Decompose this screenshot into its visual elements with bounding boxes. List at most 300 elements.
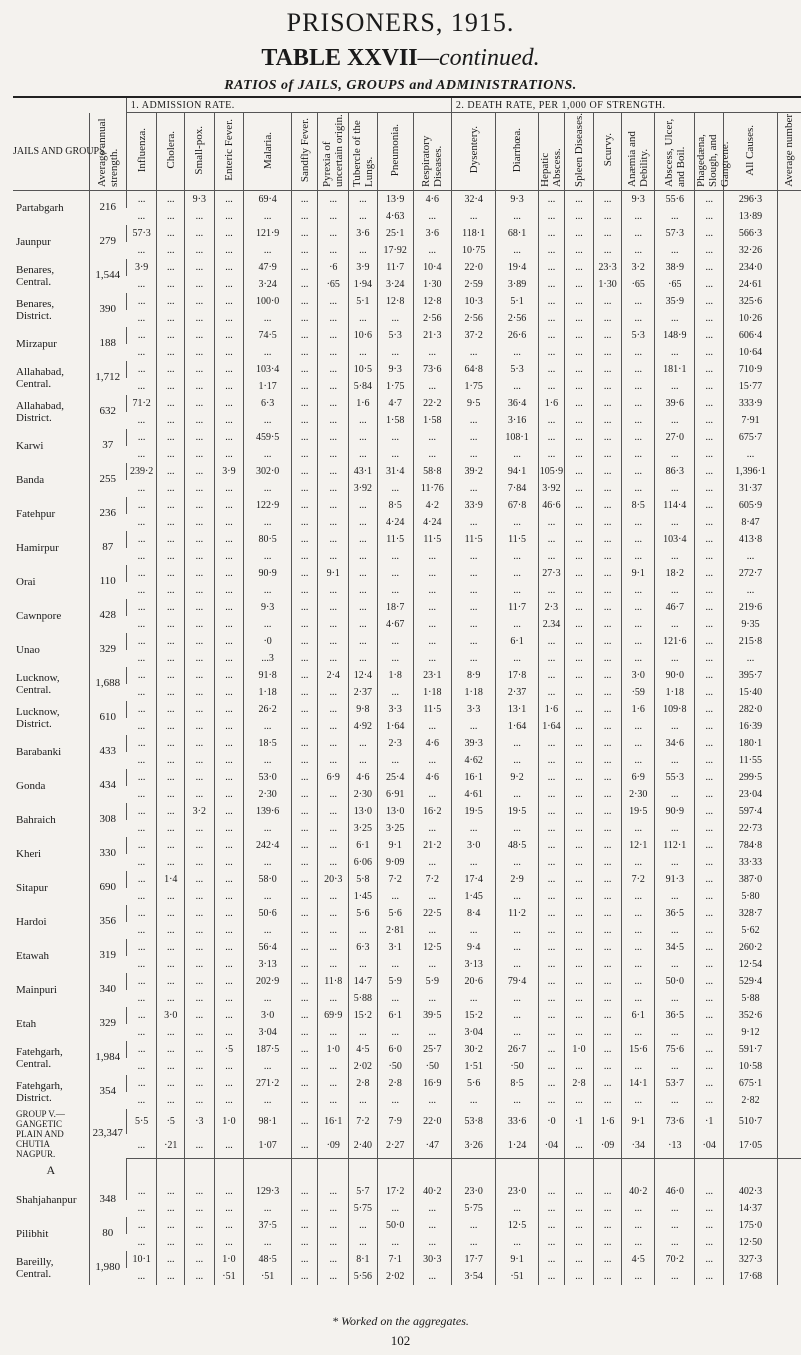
rate-cell: 22·0: [413, 1109, 451, 1134]
rate-cell: 9·3: [377, 361, 413, 378]
rate-cell: 48·5: [244, 1251, 292, 1268]
death-rate-cell: ...: [538, 684, 564, 701]
death-rate-cell: ...: [137, 1270, 146, 1282]
rate-cell: ·5: [214, 1041, 244, 1058]
rate-cell: ...: [318, 361, 349, 378]
rate-cell: ...: [318, 395, 349, 412]
rate-cell: ...: [538, 1075, 564, 1092]
empty-cell: [126, 1159, 157, 1183]
column-header-label: Tubercle of the Lungs.: [350, 120, 375, 187]
rate-cell: ...: [185, 429, 215, 446]
rate-cell: 13·9: [377, 191, 413, 208]
rate-cell: ...: [413, 633, 451, 650]
death-rate-cell: ...: [695, 310, 724, 327]
death-rate-cell: ...: [695, 990, 724, 1007]
death-rate-cell: ...: [655, 820, 695, 837]
rate-cell: ...: [157, 633, 185, 650]
rate-cell: ...: [496, 735, 538, 752]
death-rate-cell: 1·24: [496, 1134, 538, 1159]
rate-cell: 9·1: [496, 1251, 538, 1268]
rate-cell: 675·7: [723, 429, 777, 446]
death-rate-cell: 5·80: [723, 888, 777, 905]
death-rate-cell: ...: [413, 582, 451, 599]
death-rate-cell: ...: [622, 548, 655, 565]
empty-cell: [777, 208, 801, 225]
rate-cell: ...: [622, 293, 655, 310]
empty-cell: [777, 667, 801, 684]
jail-name: Karwi: [16, 439, 44, 452]
death-rate-cell: ...: [349, 1024, 378, 1041]
rate-cell: 181·1: [655, 361, 695, 378]
column-header-label: Abscess, Ulcer, and Boil.: [662, 118, 687, 187]
rate-cell: ...: [593, 837, 622, 854]
rate-cell: ...: [185, 1251, 215, 1268]
jail-name: Bareilly, Central.: [16, 1255, 54, 1280]
rate-cell: ...: [318, 531, 349, 548]
death-rate-cell: ...: [185, 922, 215, 939]
death-rate-cell: ...: [349, 956, 378, 973]
death-rate-cell: ...: [496, 990, 538, 1007]
rate-cell: ...: [157, 1075, 185, 1092]
rate-cell: ...: [318, 191, 349, 208]
empty-cell: [695, 1159, 724, 1183]
rate-cell: 9·3: [622, 191, 655, 208]
rate-cell: 3·3: [451, 701, 495, 718]
rate-cell: ...: [185, 599, 215, 616]
death-rate-cell: ...: [496, 752, 538, 769]
rate-cell: ...: [126, 735, 157, 752]
rate-cell: ...: [185, 973, 215, 990]
death-rate-cell: ...: [377, 344, 413, 361]
rate-cell: ·0: [538, 1109, 564, 1134]
death-rate-cell: ...: [655, 616, 695, 633]
rate-cell: 5·5: [126, 1109, 157, 1134]
empty-cell: [777, 565, 801, 582]
death-rate-cell: ...: [137, 516, 146, 528]
death-rate-cell: ...: [593, 1092, 622, 1109]
rate-cell: ...: [126, 769, 157, 786]
death-rate-cell: 4·24: [413, 514, 451, 531]
death-rate-cell: 4·61: [451, 786, 495, 803]
rate-cell: 605·9: [723, 497, 777, 514]
empty-cell: [777, 633, 801, 650]
death-rate-cell: ...: [413, 208, 451, 225]
death-rate-cell: 5·56: [349, 1268, 378, 1285]
rate-cell: ...: [695, 701, 724, 718]
rate-cell: 1·6: [349, 395, 378, 412]
empty-cell: [451, 1159, 495, 1183]
rate-cell: ...: [622, 463, 655, 480]
death-rate-cell: ...: [496, 854, 538, 871]
death-rate-cell: ...: [318, 446, 349, 463]
rate-cell: 19·5: [496, 803, 538, 820]
rate-cell: 325·6: [723, 293, 777, 310]
rate-cell: 98·1: [244, 1109, 292, 1134]
rate-cell: ...: [318, 429, 349, 446]
rate-cell: ...: [565, 803, 594, 820]
death-rate-cell: ...: [413, 718, 451, 735]
rate-cell: ...: [291, 293, 317, 310]
rate-cell: 242·4: [244, 837, 292, 854]
column-header: [413, 113, 451, 191]
death-rate-cell: 3·24: [244, 276, 292, 293]
death-rate-cell: ...: [695, 616, 724, 633]
death-rate-cell: ...: [593, 310, 622, 327]
death-rate-cell: ...: [695, 684, 724, 701]
death-rate-cell: ·50: [413, 1058, 451, 1075]
death-rate-cell: ...: [413, 344, 451, 361]
jail-name: Banda: [16, 473, 45, 486]
rate-cell: ...: [565, 633, 594, 650]
rate-cell: 11·2: [496, 905, 538, 922]
rate-cell: 10·5: [349, 361, 378, 378]
average-strength: 433: [89, 735, 126, 769]
rate-cell: ...: [157, 1041, 185, 1058]
rate-cell: ...: [126, 1075, 157, 1092]
death-rate-cell: 4·63: [377, 208, 413, 225]
rate-cell: ...: [214, 225, 244, 242]
death-rate-cell: ...: [318, 1200, 349, 1217]
rate-cell: 64·8: [451, 361, 495, 378]
average-strength: 87: [89, 531, 126, 565]
rate-cell: ...: [496, 565, 538, 582]
rate-cell: ...: [565, 1183, 594, 1200]
jail-name: Sitapur: [16, 881, 48, 894]
rate-cell: 11·5: [413, 701, 451, 718]
death-rate-cell: ...: [349, 548, 378, 565]
rate-cell: 34·6: [655, 735, 695, 752]
death-rate-cell: ...: [413, 922, 451, 939]
death-rate-cell: ...: [496, 446, 538, 463]
death-rate-cell: ...: [655, 378, 695, 395]
rate-cell: 459·5: [244, 429, 292, 446]
death-rate-cell: 3·13: [451, 956, 495, 973]
death-rate-cell: ...: [593, 412, 622, 429]
death-rate-cell: ...: [413, 548, 451, 565]
rate-cell: ...: [214, 191, 244, 208]
death-rate-cell: ...: [565, 344, 594, 361]
death-rate-cell: ...: [593, 684, 622, 701]
death-rate-cell: 3·04: [451, 1024, 495, 1041]
rate-cell: ...: [593, 1217, 622, 1234]
rate-cell: 9·3: [185, 191, 215, 208]
footnote: * Worked on the aggregates.: [332, 1314, 469, 1328]
rate-cell: ...: [593, 293, 622, 310]
death-rate-cell: 13·89: [723, 208, 777, 225]
rate-cell: 67·8: [496, 497, 538, 514]
death-rate-cell: ...: [157, 446, 185, 463]
death-rate-cell: ...: [695, 854, 724, 871]
rate-cell: ...: [126, 565, 157, 582]
death-rate-cell: ...: [451, 1234, 495, 1251]
jail-name: Shahjahanpur: [16, 1193, 77, 1206]
death-rate-cell: ...: [496, 582, 538, 599]
death-rate-cell: ...: [593, 616, 622, 633]
rate-cell: ...: [126, 633, 157, 650]
rate-cell: 19·5: [622, 803, 655, 820]
death-rate-cell: ...: [565, 616, 594, 633]
ratios-table: [13, 96, 801, 1285]
death-rate-cell: ...: [695, 650, 724, 667]
death-rate-cell: 2.34: [538, 616, 564, 633]
death-rate-cell: ...: [538, 582, 564, 599]
rate-cell: ...: [214, 1217, 244, 1234]
empty-cell: [777, 1217, 801, 1234]
rate-cell: ...: [695, 361, 724, 378]
death-rate-cell: ...: [244, 1234, 292, 1251]
death-rate-cell: ...: [451, 854, 495, 871]
death-rate-cell: ...: [565, 888, 594, 905]
rate-cell: ...: [126, 1007, 157, 1024]
rate-cell: ...: [157, 361, 185, 378]
death-rate-cell: ...: [157, 1092, 185, 1109]
rate-cell: 387·0: [723, 871, 777, 888]
rate-cell: ...: [622, 633, 655, 650]
death-rate-cell: ...: [291, 1058, 317, 1075]
death-rate-cell: 9·35: [723, 616, 777, 633]
death-rate-cell: 1·94: [349, 276, 378, 293]
column-header: [157, 113, 185, 191]
empty-cell: [349, 1159, 378, 1183]
rate-cell: ...: [157, 769, 185, 786]
rate-cell: 3·3: [377, 701, 413, 718]
death-rate-cell: ...: [244, 1058, 292, 1075]
empty-cell: [777, 1200, 801, 1217]
death-rate-cell: ...: [538, 344, 564, 361]
rate-cell: ...: [695, 497, 724, 514]
death-rate-cell: ...: [137, 890, 146, 902]
death-rate-cell: ...: [377, 1200, 413, 1217]
page-number: 102: [390, 1333, 411, 1348]
column-header-label: Cholera.: [164, 131, 177, 169]
death-rate-cell: ...: [137, 1094, 146, 1106]
death-rate-cell: ...: [157, 242, 185, 259]
death-rate-cell: ...: [214, 1058, 244, 1075]
death-rate-cell: ...: [291, 310, 317, 327]
rate-cell: ...: [291, 1251, 317, 1268]
death-rate-cell: ...: [318, 922, 349, 939]
death-rate-cell: ...: [377, 1234, 413, 1251]
death-rate-cell: ...: [157, 208, 185, 225]
rate-cell: ...: [622, 905, 655, 922]
death-rate-cell: ...: [695, 820, 724, 837]
death-rate-cell: ...: [318, 684, 349, 701]
average-strength: 255: [89, 463, 126, 497]
rate-cell: 50·0: [655, 973, 695, 990]
rate-cell: ...: [291, 327, 317, 344]
death-rate-cell: ...: [593, 208, 622, 225]
death-rate-cell: 1·45: [349, 888, 378, 905]
rate-cell: ...: [593, 395, 622, 412]
death-rate-cell: ...: [318, 650, 349, 667]
death-rate-cell: ...: [593, 956, 622, 973]
empty-cell: [777, 769, 801, 786]
death-rate-cell: ...: [185, 718, 215, 735]
group-name: GROUP V.— GANGETIC PLAIN AND CHUTIA NAGPUR.: [16, 1108, 65, 1159]
death-rate-cell: ...: [695, 956, 724, 973]
death-rate-cell: ...: [137, 856, 146, 868]
rate-cell: 86·3: [655, 463, 695, 480]
empty-cell: [777, 1183, 801, 1200]
rate-cell: ...: [593, 633, 622, 650]
jail-name: Lucknow, District.: [16, 705, 60, 730]
rate-cell: 784·8: [723, 837, 777, 854]
death-rate-cell: ·47: [413, 1134, 451, 1159]
death-rate-cell: ...: [622, 344, 655, 361]
death-rate-cell: ...: [157, 956, 185, 973]
death-rate-cell: ...: [157, 990, 185, 1007]
rate-cell: ...: [185, 1183, 215, 1200]
death-rate-cell: ...: [655, 956, 695, 973]
rate-cell: 26·6: [496, 327, 538, 344]
rate-cell: 7·1: [377, 1251, 413, 1268]
rate-cell: ...: [126, 531, 157, 548]
empty-cell: [777, 242, 801, 259]
rate-cell: 1·0: [565, 1041, 594, 1058]
rate-cell: 17·2: [377, 1183, 413, 1200]
average-strength: 434: [89, 769, 126, 803]
death-rate-cell: ...: [214, 990, 244, 1007]
rate-cell: 32·4: [451, 191, 495, 208]
death-rate-cell: ...: [291, 752, 317, 769]
death-rate-cell: ...: [377, 480, 413, 497]
rate-cell: 413·8: [723, 531, 777, 548]
death-rate-cell: ...: [157, 820, 185, 837]
death-rate-cell: ...: [137, 244, 146, 256]
rate-cell: 90·9: [655, 803, 695, 820]
death-rate-cell: ...: [185, 582, 215, 599]
death-rate-cell: ...: [413, 1024, 451, 1041]
death-rate-cell: 4·62: [451, 752, 495, 769]
rate-cell: 68·1: [496, 225, 538, 242]
rate-cell: ...: [214, 1075, 244, 1092]
rate-cell: ...: [126, 361, 157, 378]
death-rate-cell: ...: [214, 310, 244, 327]
rate-cell: 12·8: [377, 293, 413, 310]
death-rate-cell: ...: [695, 922, 724, 939]
death-rate-cell: ...: [593, 1024, 622, 1041]
rate-cell: 12·5: [413, 939, 451, 956]
rate-cell: ...: [318, 1183, 349, 1200]
rate-cell: ...: [157, 1183, 185, 1200]
death-rate-cell: ...: [451, 412, 495, 429]
death-rate-cell: 9·12: [723, 1024, 777, 1041]
rate-cell: 4·6: [413, 735, 451, 752]
rate-cell: 50·0: [377, 1217, 413, 1234]
death-rate-cell: ...: [723, 650, 777, 667]
rate-cell: ...: [214, 803, 244, 820]
rate-cell: ...: [695, 939, 724, 956]
rate-cell: 5·1: [349, 293, 378, 310]
death-rate-cell: ...: [413, 752, 451, 769]
rate-cell: ...: [291, 565, 317, 582]
death-rate-cell: ...: [622, 990, 655, 1007]
rate-cell: ...: [126, 905, 157, 922]
death-rate-cell: ...: [214, 1134, 244, 1159]
death-rate-cell: ...: [185, 548, 215, 565]
rate-cell: 33·9: [451, 497, 495, 514]
rate-cell: ...: [565, 191, 594, 208]
death-rate-cell: ·51: [496, 1268, 538, 1285]
death-rate-cell: 1·64: [538, 718, 564, 735]
death-rate-cell: ...: [593, 650, 622, 667]
rate-cell: 129·3: [244, 1183, 292, 1200]
death-rate-cell: ...: [137, 1236, 146, 1248]
rate-cell: 8·9: [451, 667, 495, 684]
rate-cell: 30·2: [451, 1041, 495, 1058]
rate-cell: ...: [291, 1007, 317, 1024]
rate-cell: ...: [695, 565, 724, 582]
rate-cell: 175·0: [723, 1217, 777, 1234]
rate-cell: ...: [291, 1217, 317, 1234]
rate-cell: 3·6: [349, 225, 378, 242]
rate-cell: 7·9: [377, 1109, 413, 1134]
rate-cell: 299·5: [723, 769, 777, 786]
average-strength: 1,544: [89, 259, 126, 293]
rate-cell: ...: [126, 667, 157, 684]
death-rate-cell: ...: [413, 820, 451, 837]
death-rate-cell: 2·56: [496, 310, 538, 327]
rate-cell: ...: [291, 463, 317, 480]
rate-cell: ...: [185, 1217, 215, 1234]
column-header-label: Pneumonia.: [389, 123, 402, 177]
death-rate-cell: ...: [593, 922, 622, 939]
rate-cell: ...: [157, 395, 185, 412]
death-rate-cell: ...: [377, 1092, 413, 1109]
rate-cell: ...: [318, 1217, 349, 1234]
rate-cell: 3·9: [214, 463, 244, 480]
empty-cell: [89, 1159, 126, 1183]
death-rate-cell: ...: [413, 650, 451, 667]
rate-cell: ...: [622, 599, 655, 616]
empty-cell: [777, 701, 801, 718]
rate-cell: 5·1: [496, 293, 538, 310]
death-rate-cell: ...: [349, 1092, 378, 1109]
empty-cell: [777, 225, 801, 242]
death-rate-cell: ...: [413, 854, 451, 871]
death-rate-cell: ·51: [244, 1268, 292, 1285]
death-rate-cell: ...: [244, 718, 292, 735]
rate-cell: ...: [565, 1217, 594, 1234]
rate-cell: ...: [185, 531, 215, 548]
rate-cell: 73·6: [655, 1109, 695, 1134]
rate-cell: 9·1: [377, 837, 413, 854]
rate-cell: ...: [291, 259, 317, 276]
death-rate-cell: ...: [565, 990, 594, 1007]
death-rate-cell: 3·24: [377, 276, 413, 293]
death-rate-cell: ...: [137, 414, 146, 426]
rate-cell: ...: [451, 565, 495, 582]
jail-name: Partabgarh: [16, 201, 64, 214]
death-rate-cell: ...: [214, 786, 244, 803]
empty-cell: [565, 1159, 594, 1183]
rate-cell: 18·7: [377, 599, 413, 616]
death-rate-cell: ...: [157, 854, 185, 871]
rate-cell: ...: [318, 293, 349, 310]
rate-cell: 6·3: [349, 939, 378, 956]
death-rate-cell: ...: [291, 684, 317, 701]
death-rate-cell: ...: [377, 888, 413, 905]
rate-cell: ...: [185, 361, 215, 378]
death-rate-cell: ...: [291, 956, 317, 973]
jail-name: Allahabad, District.: [16, 399, 64, 424]
death-rate-cell: 5·75: [451, 1200, 495, 1217]
rate-cell: ...: [291, 531, 317, 548]
rate-cell: 53·0: [244, 769, 292, 786]
rate-cell: ...: [565, 259, 594, 276]
death-rate-cell: ...: [655, 650, 695, 667]
death-rate-cell: ...: [695, 888, 724, 905]
